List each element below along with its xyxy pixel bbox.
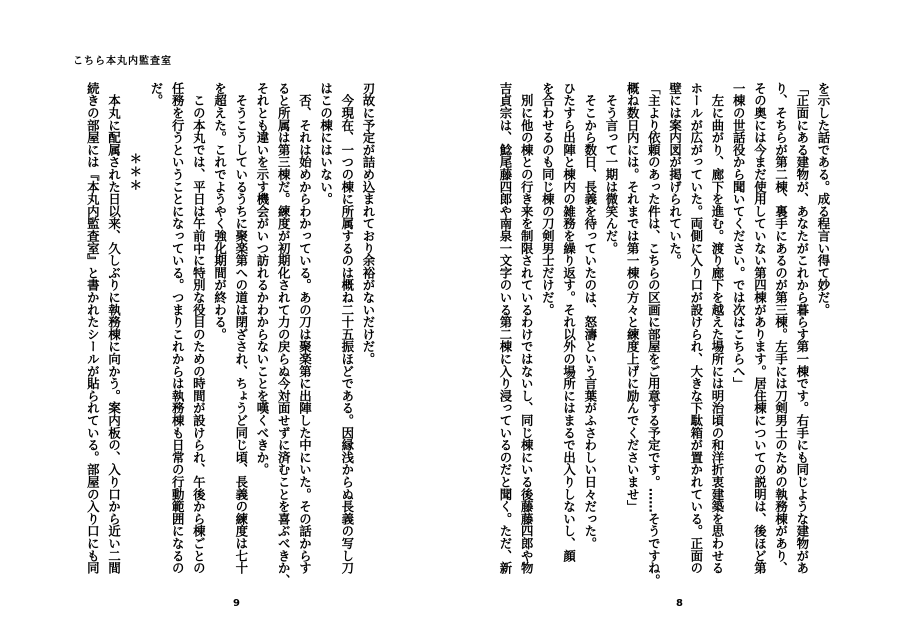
text-line: 壁には案内図が掲げられていた。 [667, 82, 683, 267]
right-page-text [466, 82, 834, 587]
text-line: を超えた。これでようやく強化期間が終わる。 [212, 82, 228, 341]
left-page-text [39, 82, 379, 587]
text-line: り、そちらが第二棟、裏手にあるのが第三棟。左手には刀剣男士のための執務棟があり、 [773, 82, 789, 575]
text-line: 左に曲がり、廊下を進む。渡り廊下を越えた場所には明治頃の和洋折衷建築を思わせる [709, 82, 725, 575]
text-line: ると所属は第三棟だ。練度が初期化されて力の戻らぬ今対面せずに済むことを喜ぶべきか、 [276, 82, 292, 587]
text-line: 吉貞宗は、鯰尾藤四郎や南泉一文字のいる第二棟に入り浸っているのだと聞く。ただ、新 [497, 82, 513, 575]
text-line: 「正面にある建物が、あなたがこれから暮らす第一棟です。右手にも同じような建物があ [794, 82, 810, 575]
text-line: それとも違いを示す機会がいつ訪れるかわからないことを嘆くべきか。 [254, 82, 270, 476]
text-line: ホールが広がっていた。両側に入り口が設けられ、大きな下駄箱が置かれている。正面の [688, 82, 704, 575]
scene-break: ＊＊＊ [127, 152, 143, 193]
text-line: を合わせるのも同じ棟の刀剣男士だけだ。 [540, 82, 556, 316]
text-line: そうこうしているうちに聚楽第への道は閉ざされ、ちょうど同じ頃、長義の練度は七十 [233, 82, 249, 575]
text-line: そこから数日、長義を待っていたのは、怒濤という言葉がふさわしい日々だった。 [582, 82, 598, 550]
text-line: 刃故に予定が詰め込まれており余裕がないだけだ。 [361, 82, 376, 365]
text-line: 「主より依頼のあった件は、こちらの区画に部屋をご用意する予定です。……そうですね。 [646, 82, 662, 587]
text-line: はこの棟にはいない。 [318, 82, 334, 206]
text-line: を示した話である。成る程言い得て妙だ。 [816, 82, 831, 316]
text-line: その奥には今まだ使用していない第四棟があります。居住棟についての説明は、後ほど第 [752, 82, 768, 575]
text-line: 否、それは始めからわかっている。あの刀は聚楽第に出陣した中にいた。その話からす [297, 82, 313, 575]
text-line: 概ね数日内には。それまでは第一棟の方々と練度上げに励んでくださいませ」 [625, 82, 641, 513]
text-line: ひたすら出陣と棟内の雑務を繰り返す。それ以外の場所にはまるで出入りしないし、顔 [561, 82, 577, 562]
text-line: 一棟の世話役から聞いてください。では次はこちらへ」 [731, 82, 747, 390]
page-number-left: 9 [233, 598, 240, 609]
text-line: だ。 [148, 82, 164, 107]
text-line: この本丸では、平日は午前中に特別な役目のための時間が設けられ、午後から棟ごとの [191, 82, 207, 575]
text-line: そう言って一期は微笑んだ。 [603, 82, 619, 255]
text-line: 本丸に配属された日以来、久しぶりに執務棟に向かう。案内板の、入り口から近い二間 [106, 82, 122, 575]
text-line: 続きの部屋には『本丸内監査室』と書かれたシールが貼られている。部屋の入り口にも同 [85, 82, 101, 575]
text-line: 今現在、一つの棟に所属するのは概ね二十五振ほどである。因縁浅からぬ長義の写し刀 [339, 82, 355, 575]
text-line: 任務を行うということになっている。つまりこれからは執務棟も日常の行動範囲になるの [170, 82, 186, 575]
page-number-right: 8 [676, 598, 683, 609]
text-line: 別に他の棟との行き来を制限されているわけではないし、同じ棟にいる後藤藤四郎や物 [519, 82, 535, 575]
running-head: こちら本丸内監査室 [73, 56, 172, 67]
